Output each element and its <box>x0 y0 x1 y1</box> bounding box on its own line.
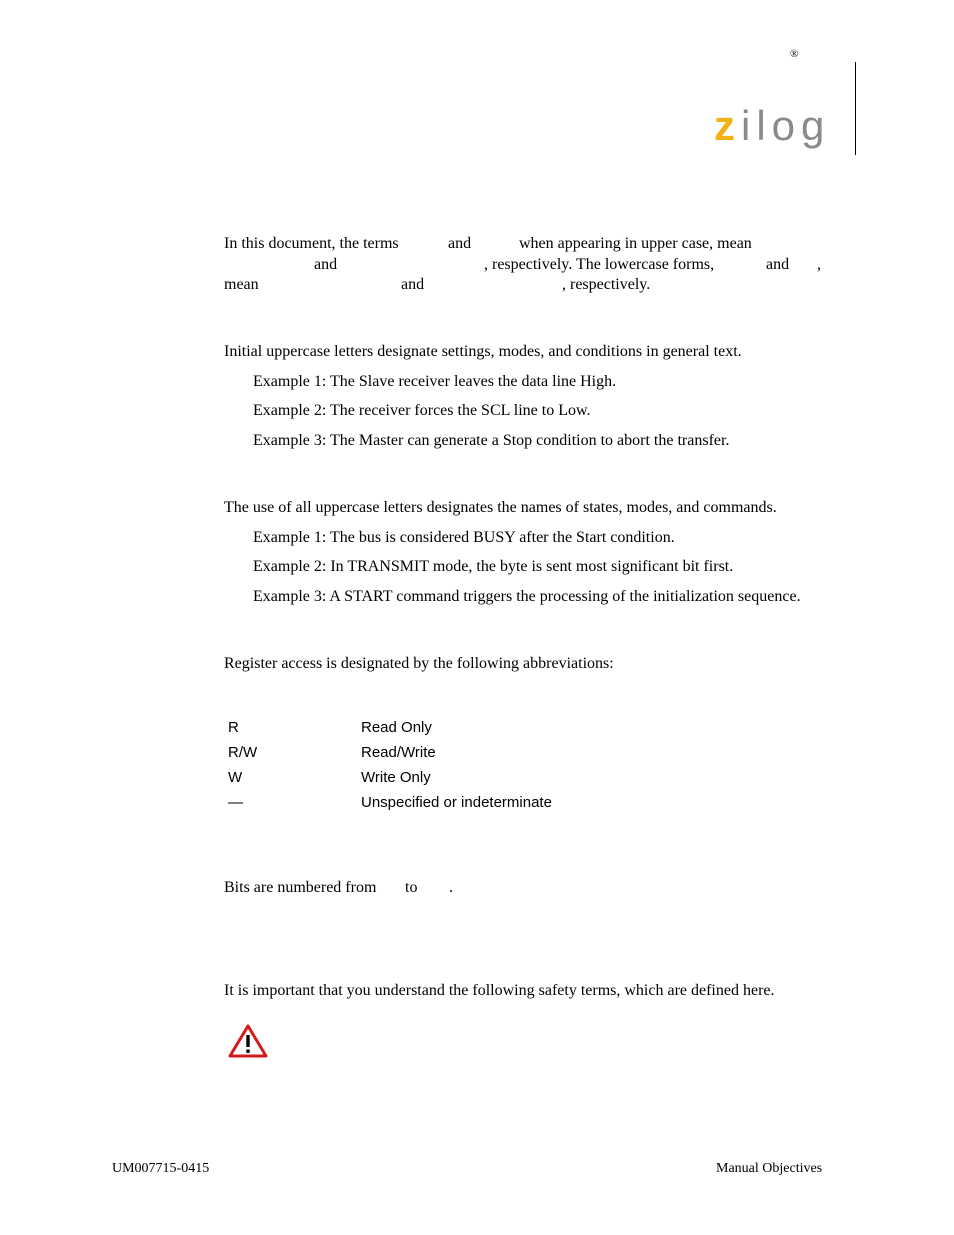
bits-text-a: Bits are numbered from <box>224 879 377 896</box>
intro-line-1c: when appearing in upper case, mean <box>519 235 752 252</box>
initial-caps-example-1: Example 1: The Slave receiver leaves the data line High. <box>253 373 617 390</box>
footer-section-title: Manual Objectives <box>716 1161 823 1176</box>
registered-mark: ® <box>790 48 799 60</box>
bits-text-c: . <box>449 879 453 896</box>
intro-line-2c: and <box>766 256 790 273</box>
intro-line-2a: and <box>314 256 338 273</box>
safety-lead: It is important that you understand the following safety terms, which are defined here. <box>224 982 775 999</box>
footer-doc-id: UM007715-0415 <box>112 1161 210 1176</box>
register-abbr-r: R <box>228 719 239 736</box>
all-caps-example-3: Example 3: A START command triggers the processing of the initialization sequence. <box>253 588 801 605</box>
bits-text-b: to <box>405 879 418 896</box>
svg-text:zilog: zilog <box>714 108 831 149</box>
all-caps-lead: The use of all uppercase letters designates the names of states, modes, and commands. <box>224 499 777 516</box>
intro-line-3c: , respectively. <box>562 276 651 293</box>
all-caps-example-1: Example 1: The bus is considered BUSY after the Start condition. <box>253 529 675 546</box>
intro-line-1a: In this document, the terms <box>224 235 399 252</box>
intro-line-2d: , <box>817 256 821 273</box>
register-abbr-dash: — <box>228 794 243 811</box>
intro-line-2b: , respectively. The lowercase forms, <box>484 256 715 273</box>
header-rule <box>855 62 856 155</box>
register-meaning-r: Read Only <box>361 719 432 736</box>
zilog-logo <box>714 108 849 160</box>
warning-icon <box>228 1024 268 1058</box>
register-meaning-dash: Unspecified or indeterminate <box>361 794 552 811</box>
register-abbr-rw: R/W <box>228 744 258 761</box>
initial-caps-lead: Initial uppercase letters designate settings, modes, and conditions in general text. <box>224 343 742 360</box>
register-meaning-rw: Read/Write <box>361 744 436 761</box>
register-meaning-w: Write Only <box>361 769 431 786</box>
register-access-lead: Register access is designated by the following abbreviations: <box>224 655 614 672</box>
initial-caps-example-2: Example 2: The receiver forces the SCL line to Low. <box>253 402 591 419</box>
initial-caps-example-3: Example 3: The Master can generate a Stop condition to abort the transfer. <box>253 432 730 449</box>
intro-line-1b: and <box>448 235 472 252</box>
all-caps-example-2: Example 2: In TRANSMIT mode, the byte is sent most significant bit first. <box>253 558 734 575</box>
intro-line-3a: mean <box>224 276 259 293</box>
register-abbr-w: W <box>228 769 243 786</box>
intro-line-3b: and <box>401 276 425 293</box>
